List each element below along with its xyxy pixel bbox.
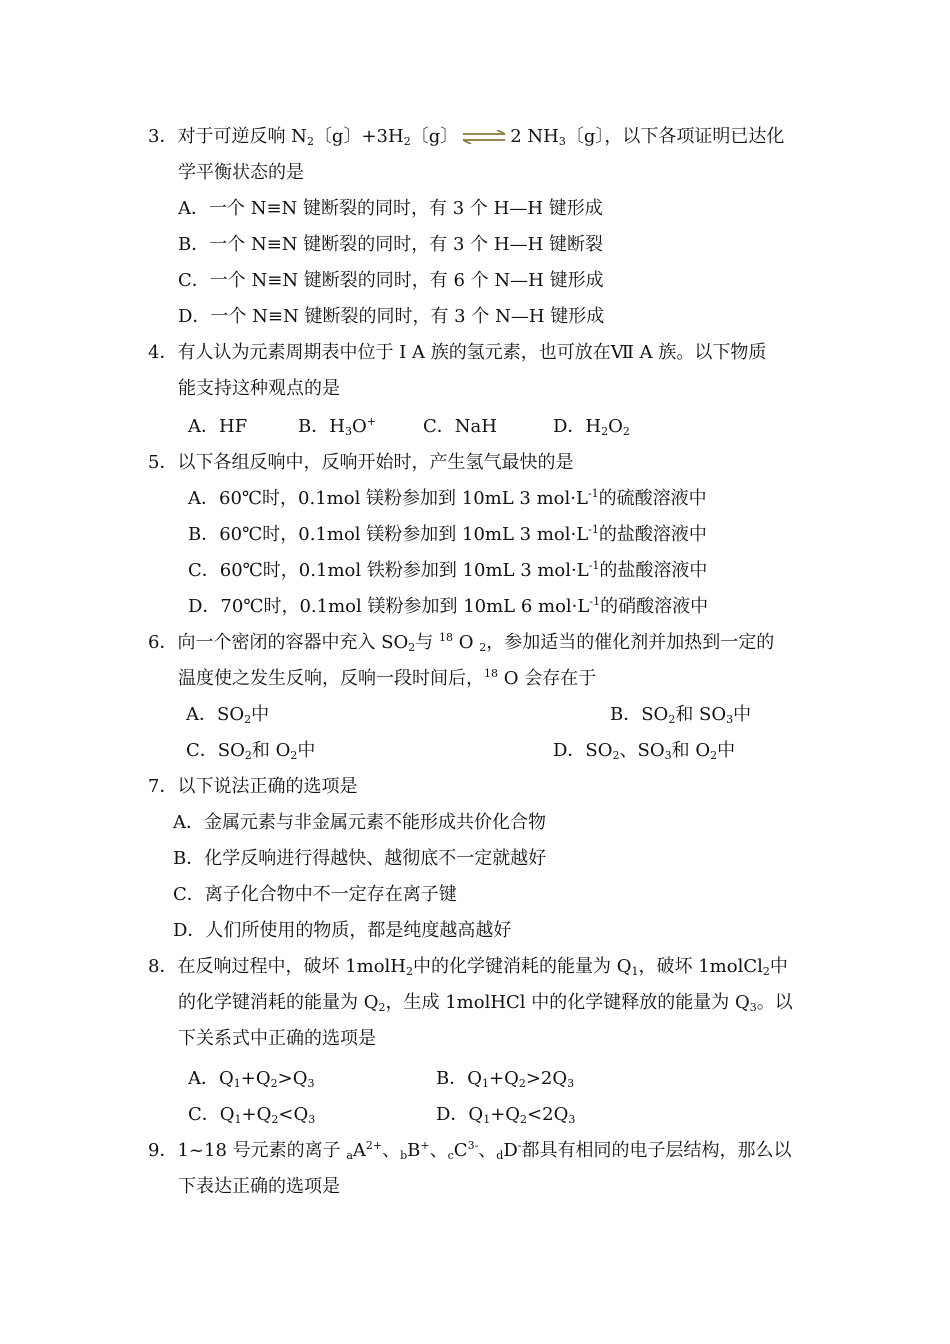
q6-line1: 6．向一个密闭的容器中充入 $SO_2$与 $^{18}$ O $_2$，参加适当的催化剂并加热到一定的 [148, 631, 775, 654]
q8-option-d: D．$Q_1+Q_2<2Q_3$ [436, 1104, 576, 1126]
q6-number: 6． [148, 632, 178, 653]
q3-line2: 学平衡状态的是 [178, 162, 304, 183]
reversible-arrow-icon [461, 130, 507, 144]
q8-option-c: C．$Q_1+Q_2<Q_3$ [188, 1104, 316, 1126]
q4-line1: 4．有人认为元素周期表中位于 I A 族的氢元素，也可放在Ⅶ A 族。以下物质 [148, 342, 767, 363]
q6-option-a: A．$SO_2$中 [186, 704, 270, 726]
q5-option-a: A．60℃时，0.1mol 镁粉参加到 10mL 3 $mol\cdot L^{-1}$的硫酸溶液中 [188, 487, 707, 509]
q5-option-b: B．60℃时，0.1mol 镁粉参加到 10mL 3 $mol\cdot L^{-1}$的盐酸溶液中 [188, 523, 707, 545]
q9-line1: 9．1~18 号元素的离子 $_aA^{2+}$、$_b$B+、$_cC^{3-}$、$_d$D-都具有相同的电子层结构，那么以 [148, 1139, 792, 1162]
q7-line1: 7．以下说法正确的选项是 [148, 776, 358, 797]
q8-line1: 8．在反响过程中，破坏 1molH$_2$中的化学键消耗的能量为 $Q_1$，破坏 1molCl$_2$中 [148, 956, 788, 978]
q4-option-c: C．NaH [423, 416, 497, 437]
q4-option-a: A．HF [188, 416, 248, 437]
q8-number: 8． [148, 956, 178, 977]
q3-option-d: D．一个 N≡N 键断裂的同时，有 3 个 N—H 键形成 [178, 306, 605, 327]
q5-number: 5． [148, 452, 178, 473]
q7-option-d: D．人们所使用的物质，都是纯度越高越好 [173, 920, 512, 941]
q6-option-c: C．$SO_2$和 $O_2$中 [186, 740, 316, 762]
q3-number: 3． [148, 126, 178, 147]
q3-line1: 3．对于可逆反响 $N_2$〔g〕$+3H_2$〔g〕 2 $NH_3$〔g〕，以下各项证明已达化 [148, 126, 785, 148]
q7-option-a: A．金属元素与非金属元素不能形成共价化合物 [173, 812, 546, 833]
q8-option-a: A．$Q_1+Q_2>Q_3$ [188, 1068, 315, 1090]
q6-option-b: B．$SO_2$和 $SO_3$中 [610, 704, 752, 726]
q4-option-d: D．$H_2O_2$ [553, 416, 630, 438]
q7-option-b: B．化学反响进行得越快、越彻底不一定就越好 [173, 848, 547, 869]
q5-option-d: D．70℃时，0.1mol 镁粉参加到 10mL 6 $mol\cdot L^{-1}$的硝酸溶液中 [188, 595, 709, 617]
q8-line2: 的化学键消耗的能量为 $Q_2$，生成 1molHCl 中的化学键释放的能量为 $Q_3$。以 [178, 992, 793, 1014]
q4-number: 4． [148, 342, 178, 363]
q8-option-b: B．$Q_1+Q_2>2Q_3$ [436, 1068, 575, 1090]
q3-option-b: B．一个 N≡N 键断裂的同时，有 3 个 H—H 键断裂 [178, 234, 603, 255]
q4-line2: 能支持这种观点的是 [178, 378, 340, 399]
q6-option-d: D．$SO_2$、$SO_3$和 $O_2$中 [553, 740, 736, 762]
q9-number: 9． [148, 1140, 178, 1161]
q4-option-b: B．$H_3O^+$ [298, 415, 376, 438]
q7-number: 7． [148, 776, 178, 797]
q9-line2: 下表达正确的选项是 [178, 1176, 340, 1197]
q6-line2: 温度使之发生反响，反响一段时间后，$^{18}$ O 会存在于 [178, 667, 597, 689]
q3-option-a: A．一个 N≡N 键断裂的同时，有 3 个 H—H 键形成 [178, 198, 603, 219]
q8-line3: 下关系式中正确的选项是 [178, 1028, 376, 1049]
q3-option-c: C．一个 N≡N 键断裂的同时，有 6 个 N—H 键形成 [178, 270, 604, 291]
q5-option-c: C．60℃时，0.1mol 铁粉参加到 10mL 3 $mol\cdot L^{-1}$的盐酸溶液中 [188, 559, 708, 581]
q7-option-c: C．离子化合物中不一定存在离子键 [173, 884, 457, 905]
q5-line1: 5．以下各组反响中，反响开始时，产生氢气最快的是 [148, 452, 574, 473]
